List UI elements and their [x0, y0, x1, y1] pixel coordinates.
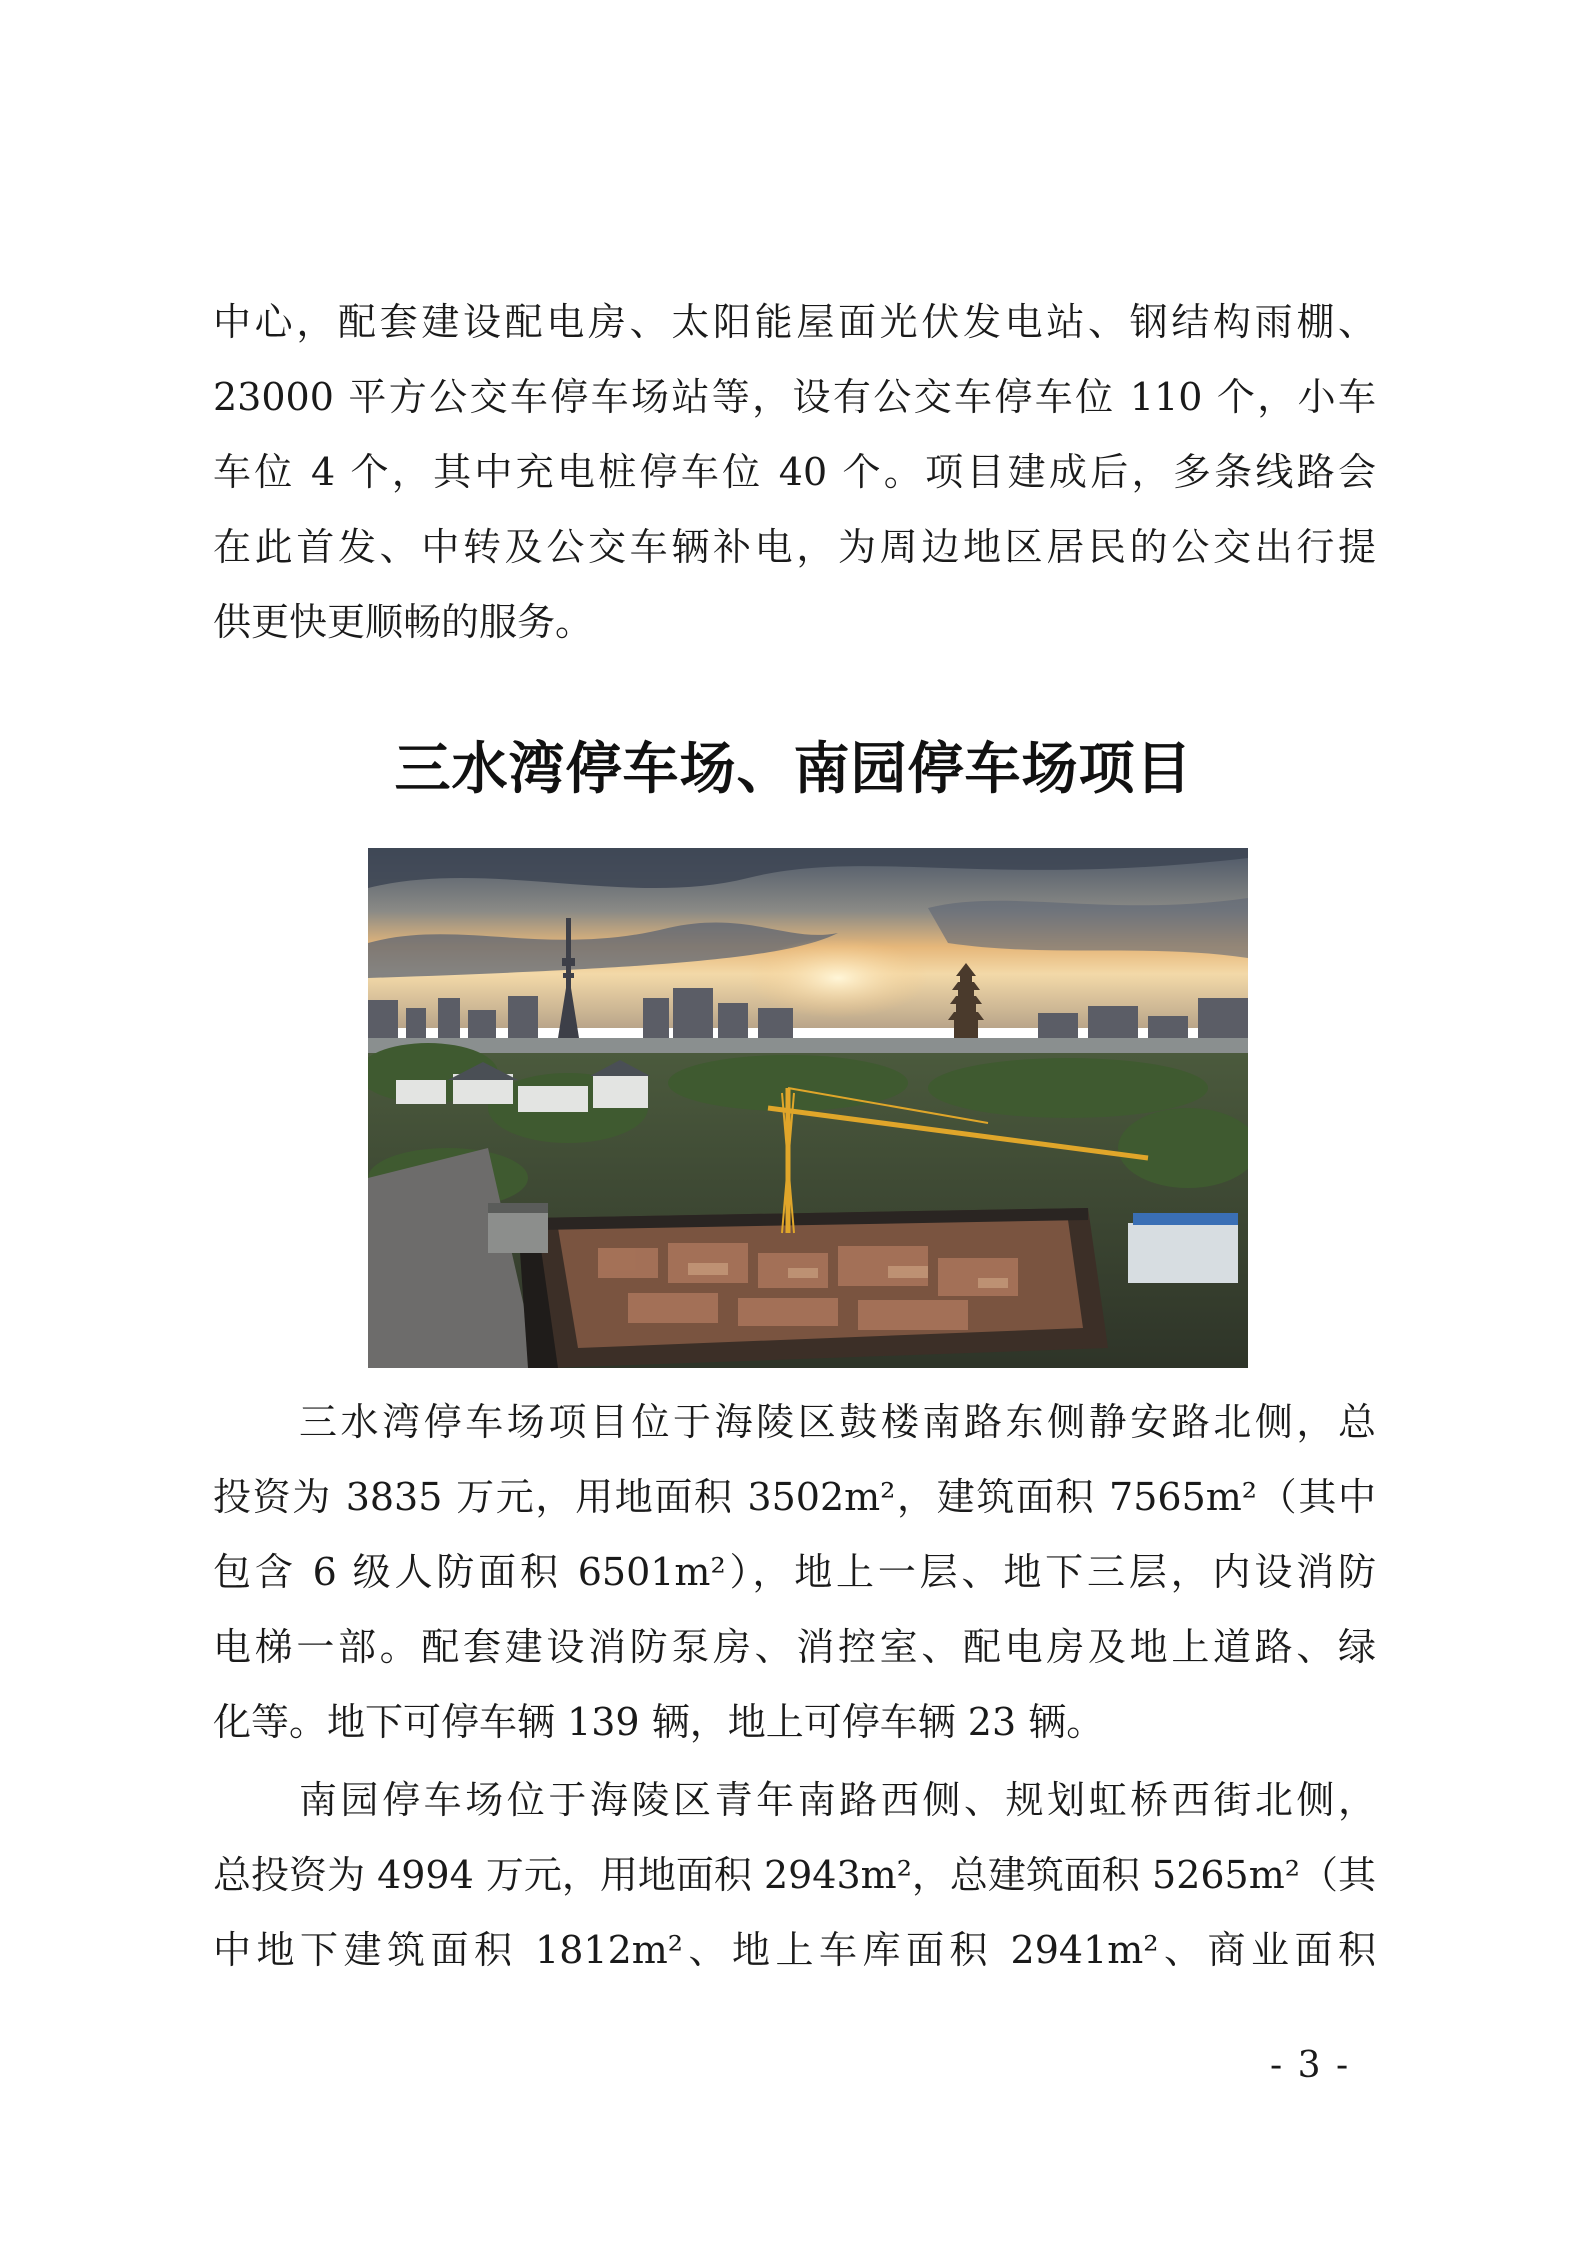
text-line: 车位 4 个，其中充电桩停车位 40 个。项目建成后，多条线路会	[213, 450, 1376, 494]
text-line: 电梯一部。配套建设消防泵房、消控室、配电房及地上道路、绿	[213, 1625, 1376, 1669]
nanyuan-paragraph	[213, 1763, 1376, 1988]
text-line: 总投资为 4994 万元，用地面积 2943m²，总建筑面积 5265m²（其	[213, 1853, 1376, 1897]
text-line: 三水湾停车场项目位于海陵区鼓楼南路东侧静安路北侧，总	[299, 1400, 1376, 1444]
intro-paragraph	[213, 285, 1376, 660]
text-line: 供更快更顺畅的服务。	[213, 600, 594, 644]
text-line: 包含 6 级人防面积 6501m²），地上一层、地下三层，内设消防	[213, 1550, 1376, 1594]
construction-site-photo	[368, 848, 1248, 1368]
text-line: 中心，配套建设配电房、太阳能屋面光伏发电站、钢结构雨棚、	[213, 300, 1376, 344]
text-line: 南园停车场位于海陵区青年南路西侧、规划虹桥西街北侧，	[299, 1778, 1376, 1822]
text-line: 在此首发、中转及公交车辆补电，为周边地区居民的公交出行提	[213, 525, 1376, 569]
section-heading: 三水湾停车场、南园停车场项目	[394, 737, 1193, 802]
text-line: 化等。地下可停车辆 139 辆，地上可停车辆 23 辆。	[213, 1700, 1105, 1744]
text-line: 中地下建筑面积 1812m²、地上车库面积 2941m²、商业面积	[213, 1928, 1376, 1972]
sanshuiwan-paragraph	[213, 1385, 1376, 1760]
page-number: - 3 -	[1270, 2045, 1351, 2086]
text-line: 23000 平方公交车停车场站等，设有公交车停车位 110 个，小车	[213, 375, 1376, 419]
text-line: 投资为 3835 万元，用地面积 3502m²，建筑面积 7565m²（其中	[213, 1475, 1376, 1519]
